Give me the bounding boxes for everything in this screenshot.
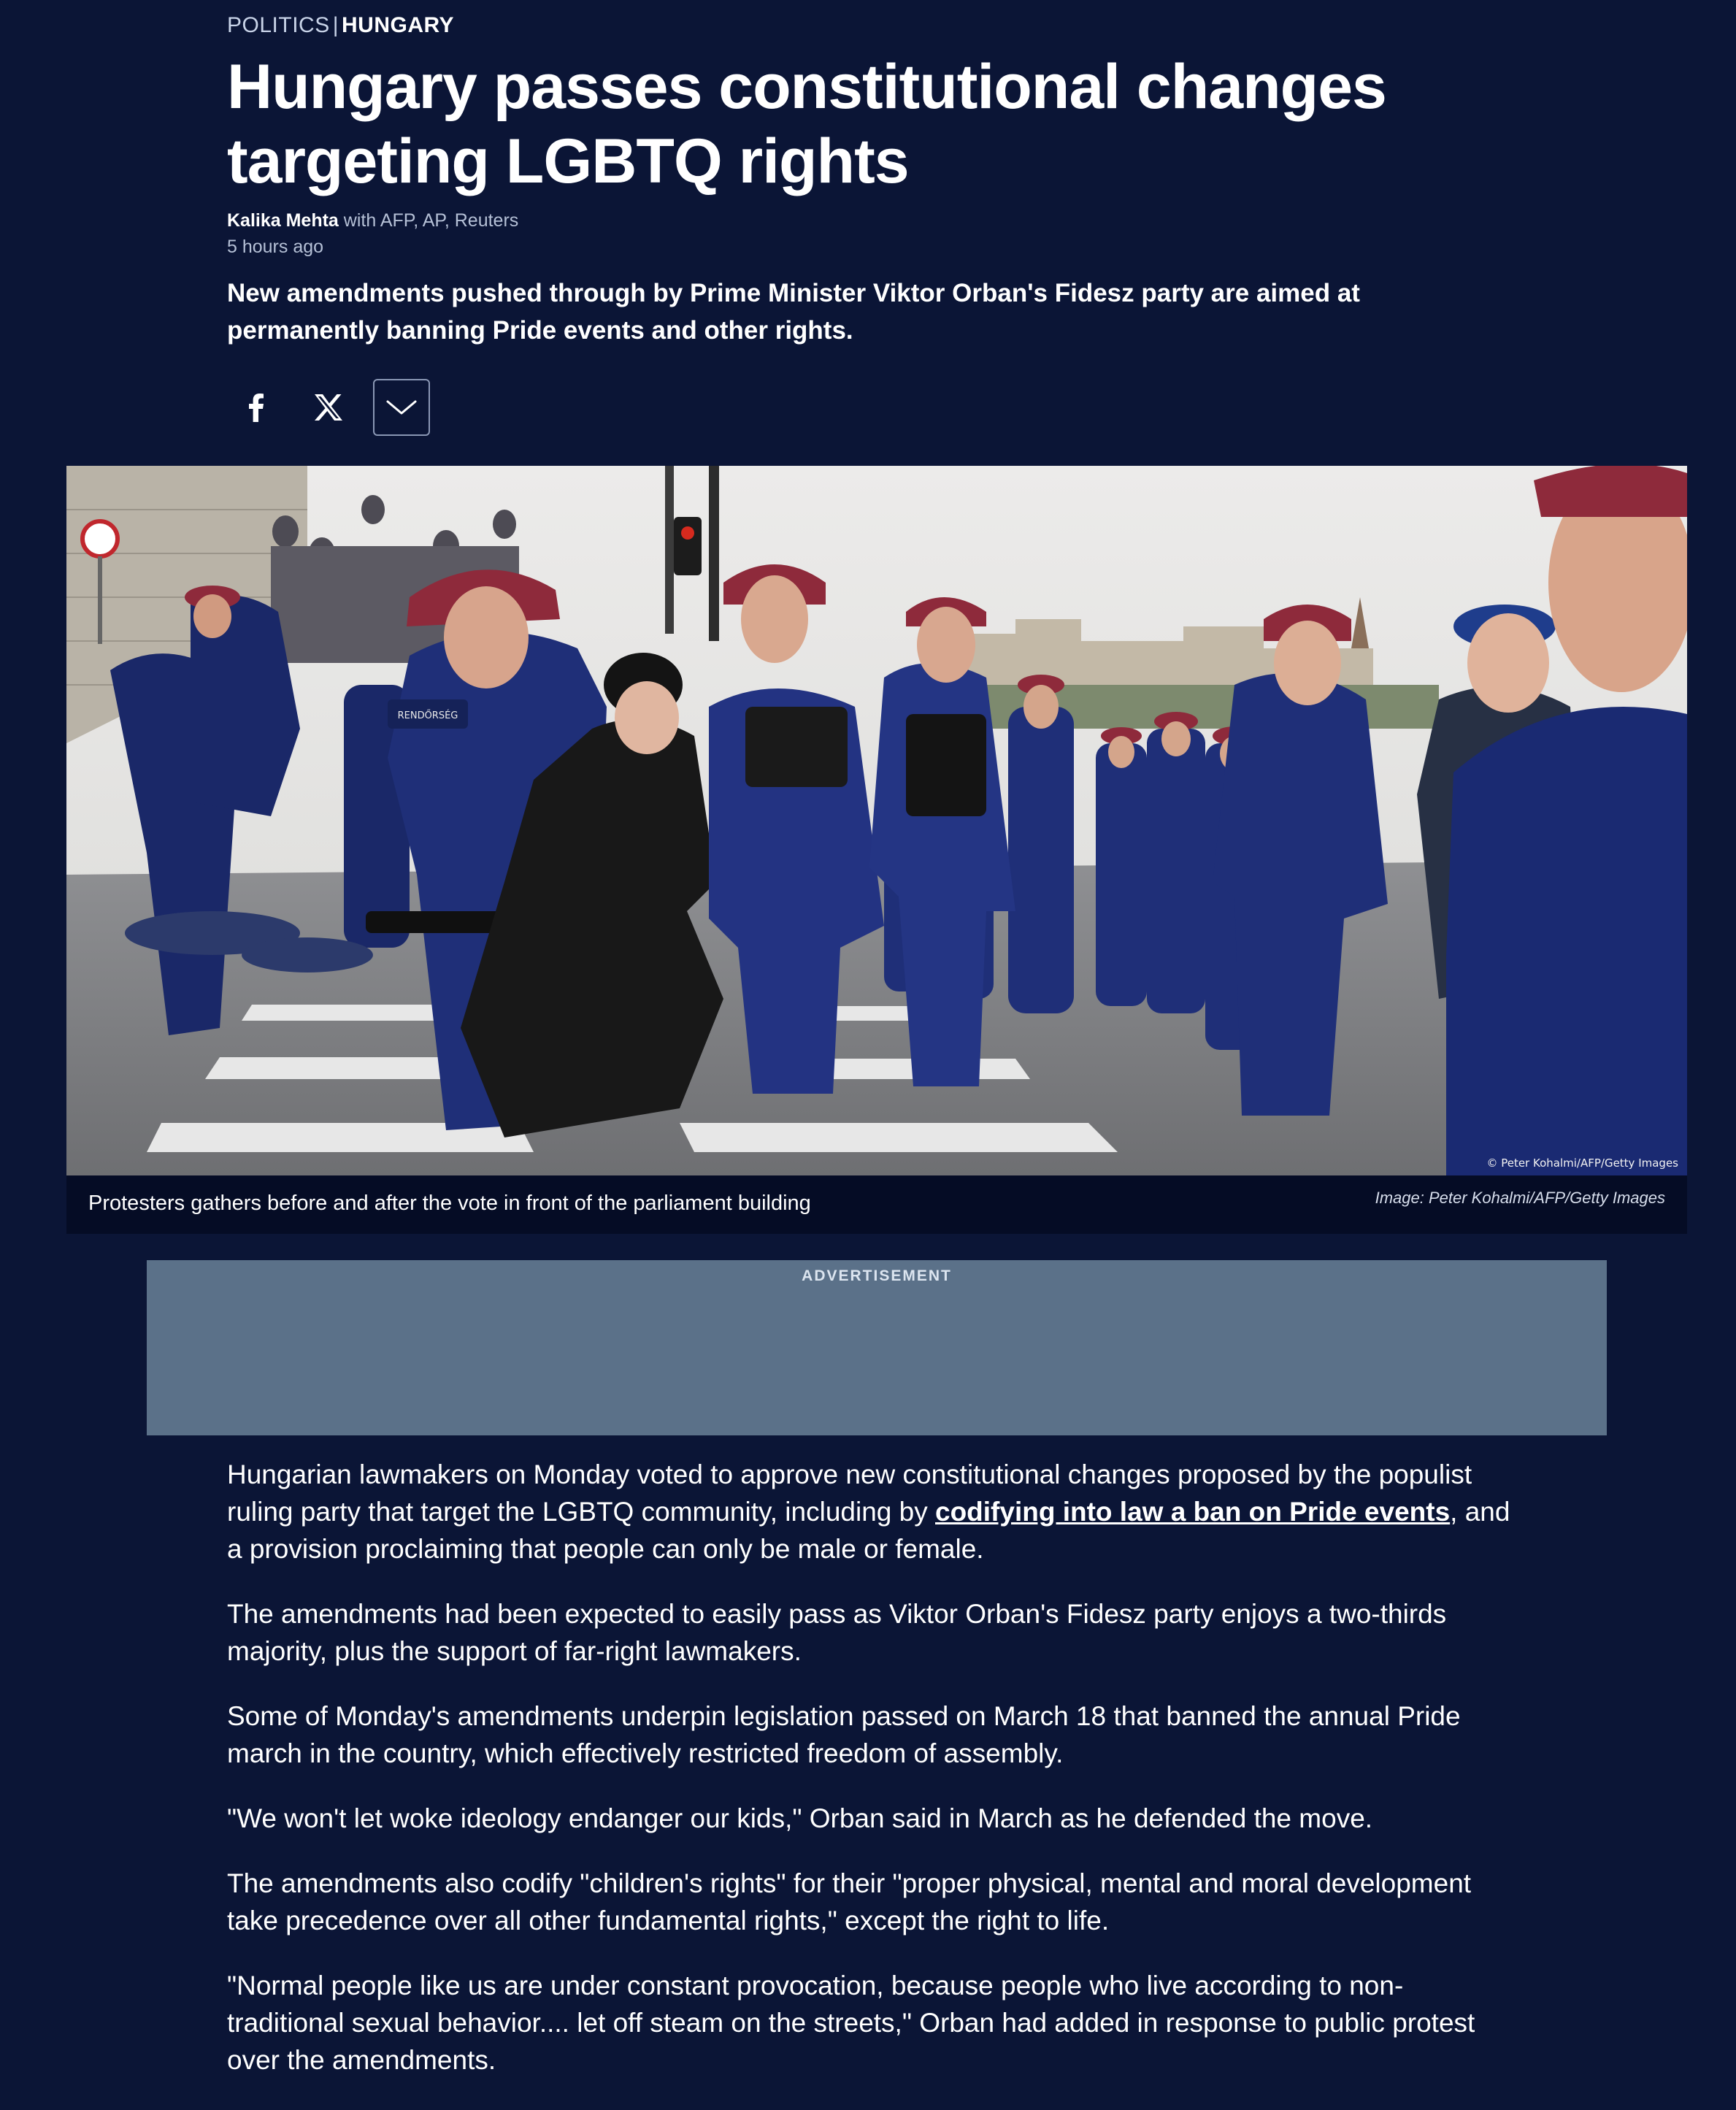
police-badge-text: RENDŐRSÉG: [397, 710, 458, 721]
article-paragraph: Some of Monday's amendments underpin legislation passed on March 18 that banned the annual Pride march in the country, which effectively restricted freedom of assembly.: [227, 1701, 1461, 1768]
facebook-icon: [246, 393, 265, 422]
advertisement-slot[interactable]: [147, 1260, 1607, 1435]
article-photo[interactable]: [66, 466, 1687, 1175]
author-name[interactable]: Kalika Mehta: [227, 210, 339, 231]
chevron-down-icon: [385, 399, 418, 416]
article-teaser: New amendments pushed through by Prime Minister Viktor Orban's Fidesz party are aimed at permanently banning Pride events and other rights.: [227, 279, 1360, 345]
article-paragraph: Hungarian lawmakers on Monday voted to approve new constitutional changes proposed by the populist ruling party that target the LGBTQ community, including by codifying into law a ban on Pride events, and a provision proclaiming that people can only be male or female.: [227, 1459, 1510, 1564]
article-figure: [66, 466, 1687, 1234]
article-paragraph: "We won't let woke ideology endanger our kids," Orban said in March as he defended the move.: [227, 1803, 1373, 1833]
article-headline: Hungary passes constitutional changes targeting LGBTQ rights: [227, 52, 1386, 196]
article-paragraph: The amendments also codify "children's rights" for their "proper physical, mental and moral development take precedence over all other fundamental rights," except the right to life.: [227, 1868, 1472, 1936]
byline-agencies: with AFP, AP, Reuters: [343, 210, 519, 231]
section-breadcrumb: [227, 13, 454, 38]
advertisement-label: ADVERTISEMENT: [802, 1267, 952, 1284]
share-x-button[interactable]: [300, 379, 357, 436]
pride-ban-link[interactable]: codifying into law a ban on Pride events: [935, 1497, 1451, 1527]
publish-time: 5 hours ago: [227, 237, 324, 257]
photo-watermark: © Peter Kohalmi/AFP/Getty Images: [1486, 1156, 1678, 1170]
share-facebook-button[interactable]: [227, 379, 284, 436]
protest-police-photo: [66, 466, 1687, 1175]
share-bar: [227, 378, 446, 437]
article-body: [227, 1456, 1512, 2106]
image-caption: Protesters gathers before and after the vote in front of the parliament building: [88, 1192, 811, 1215]
subcategory-link[interactable]: HUNGARY: [342, 13, 455, 37]
category-link[interactable]: POLITICS: [227, 13, 330, 37]
image-credit: Image: Peter Kohalmi/AFP/Getty Images: [1375, 1189, 1665, 1207]
x-icon: [314, 394, 343, 421]
article-paragraph: "Normal people like us are under constant provocation, because people who live according to non-traditional sexual behavior.... let off steam on the streets," Orban had added in response to public protest over the amendments.: [227, 1971, 1475, 2075]
article-paragraph: The amendments had been expected to easily pass as Viktor Orban's Fidesz party enjoys a two-thirds majority, plus the support of far-right lawmakers.: [227, 1599, 1447, 1666]
breadcrumb-separator: |: [332, 13, 339, 37]
share-more-button[interactable]: [373, 379, 430, 436]
byline: [227, 210, 518, 231]
